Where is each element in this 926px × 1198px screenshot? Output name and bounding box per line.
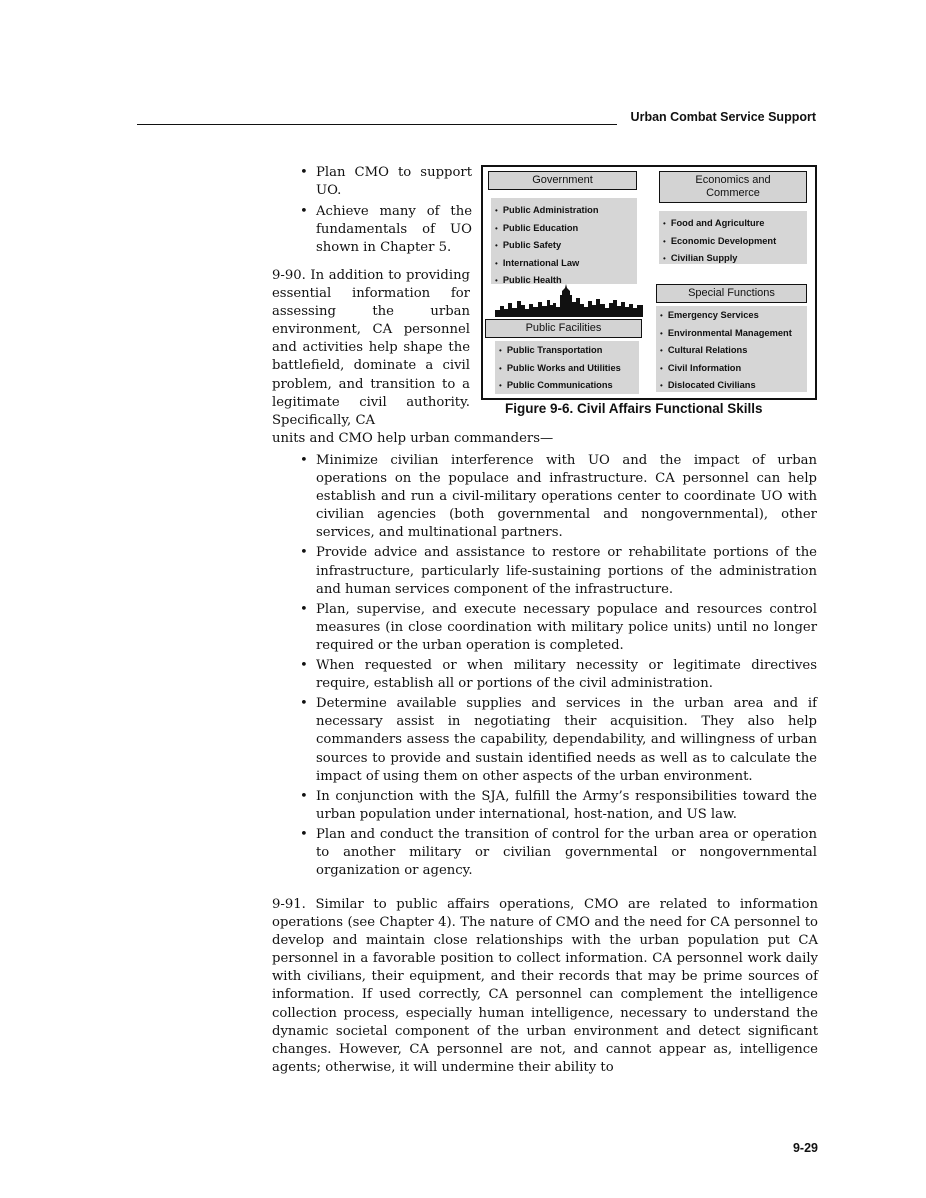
list-item-text: Plan and conduct the transition of control for the urban area or operation to another military or civilian governmental or nongovernmental organization or agency. bbox=[316, 826, 817, 879]
list-item-text: When requested or when military necessity or legitimate directives require, establish all or portions of the civil administration. bbox=[316, 658, 817, 692]
city-skyline-icon bbox=[495, 283, 643, 317]
special-functions-list bbox=[656, 306, 807, 392]
list-item: • Public Health bbox=[495, 272, 637, 290]
bullet-icon: • bbox=[300, 658, 308, 674]
main-bullet-list bbox=[297, 452, 817, 882]
list-item: • Public Safety bbox=[495, 237, 637, 255]
list-item: • Public Education bbox=[495, 220, 637, 238]
bullet-icon: • bbox=[300, 204, 308, 220]
list-item bbox=[297, 164, 472, 200]
list-item bbox=[297, 601, 817, 655]
page-number: 9-29 bbox=[792, 1141, 818, 1155]
running-header-title: Urban Combat Service Support bbox=[630, 110, 816, 124]
list-item: • Cultural Relations bbox=[660, 342, 807, 360]
list-item: • Public Administration bbox=[495, 202, 637, 220]
list-item bbox=[297, 826, 817, 880]
list-item-text: Minimize civilian interference with UO and the impact of urban operations on the populace and infrastructure. CA personnel can help establish and run a civil-military operations center to coordinate UO with civilian agencies (both governmental and nongovernmental), other services, and multinational partners. bbox=[316, 453, 817, 541]
list-item: • Emergency Services bbox=[660, 307, 807, 325]
list-item: • Dislocated Civilians bbox=[660, 377, 807, 395]
list-item: • Public Communications bbox=[499, 377, 639, 395]
list-item bbox=[297, 695, 817, 785]
list-item-text: In conjunction with the SJA, fulfill the Army’s responsibilities toward the urban population under international, host-nation, and US law. bbox=[316, 788, 817, 822]
economics-list bbox=[659, 211, 807, 264]
figure-caption: Figure 9-6. Civil Affairs Functional Skills bbox=[505, 401, 763, 416]
special-functions-heading: Special Functions bbox=[656, 284, 807, 303]
list-item bbox=[297, 544, 817, 598]
list-item bbox=[297, 657, 817, 693]
bullet-icon: • bbox=[300, 453, 308, 468]
public-facilities-list bbox=[495, 341, 639, 394]
list-item-text: Achieve many of the fundamentals of UO shown in Chapter 5. bbox=[316, 204, 472, 256]
paragraph-9-90-continuation: units and CMO help urban commanders— bbox=[272, 431, 554, 446]
list-item: • Civil Information bbox=[660, 360, 807, 378]
list-item: • Public Works and Utilities bbox=[499, 360, 639, 378]
list-item bbox=[297, 788, 817, 824]
public-facilities-heading: Public Facilities bbox=[485, 319, 642, 338]
list-item-text: Determine available supplies and services in the urban area and if necessary assist in negotiating their acquisition. They also help commanders assess the capability, dependability, and willingness of urban sources to provide and sustain identified needs as well as to calculate the impact of using them on other aspects of the urban environment. bbox=[316, 696, 817, 784]
list-item: • Public Transportation bbox=[499, 342, 639, 360]
figure-civil-affairs-skills bbox=[481, 165, 817, 400]
list-item bbox=[297, 452, 817, 542]
paragraph-9-90: 9-90. In addition to providing essential information for assessing the urban environment, CA personnel and activities help shape the battlefield, dominate a civil problem, and transition to a legitimate civil authority. Specifically, CA bbox=[272, 268, 470, 428]
bullet-icon: • bbox=[300, 545, 308, 561]
list-item-text: Provide advice and assistance to restore or rehabilitate portions of the infrastructure, particularly life-sustaining portions of the administration and human services component of the infrastructure. bbox=[316, 545, 817, 597]
government-heading: Government bbox=[488, 171, 637, 190]
list-item-text: Plan CMO to support UO. bbox=[316, 165, 472, 199]
list-item: • Food and Agriculture bbox=[663, 215, 807, 233]
bullet-icon: • bbox=[300, 696, 308, 712]
bullet-icon: • bbox=[300, 826, 308, 842]
paragraph-9-91: 9-91. Similar to public affairs operations, CMO are related to information operations (see Chapter 4). The nature of CMO and the need for CA personnel to develop and maintain close relationships with the urban population put CA personnel in a favorable position to collect information. CA personnel work daily with civilians, their equipment, and their records that may be prime sources of information. If used correctly, CA personnel can complement the intelligence collection process, especially human intelligence, necessary to understand the dynamic societal component of the urban environment and detect significant changes. However, CA personnel are not, and cannot appear as, intelligence agents; otherwise, it will undermine their ability to bbox=[272, 897, 818, 1075]
list-item bbox=[297, 203, 472, 257]
top-bullet-list bbox=[297, 164, 472, 257]
list-item: • International Law bbox=[495, 255, 637, 273]
economics-heading: Economics and Commerce bbox=[659, 171, 807, 203]
bullet-icon: • bbox=[300, 788, 308, 804]
list-item: • Civilian Supply bbox=[663, 250, 807, 268]
list-item: • Environmental Management bbox=[660, 325, 807, 343]
bullet-icon: • bbox=[300, 165, 308, 180]
list-item: • Economic Development bbox=[663, 233, 807, 251]
list-item-text: Plan, supervise, and execute necessary populace and resources control measures (in close coordination with military police units) until no longer required or the urban operation is completed. bbox=[316, 601, 817, 653]
header-rule bbox=[137, 124, 617, 125]
government-list bbox=[491, 198, 637, 284]
bullet-icon: • bbox=[300, 601, 308, 617]
